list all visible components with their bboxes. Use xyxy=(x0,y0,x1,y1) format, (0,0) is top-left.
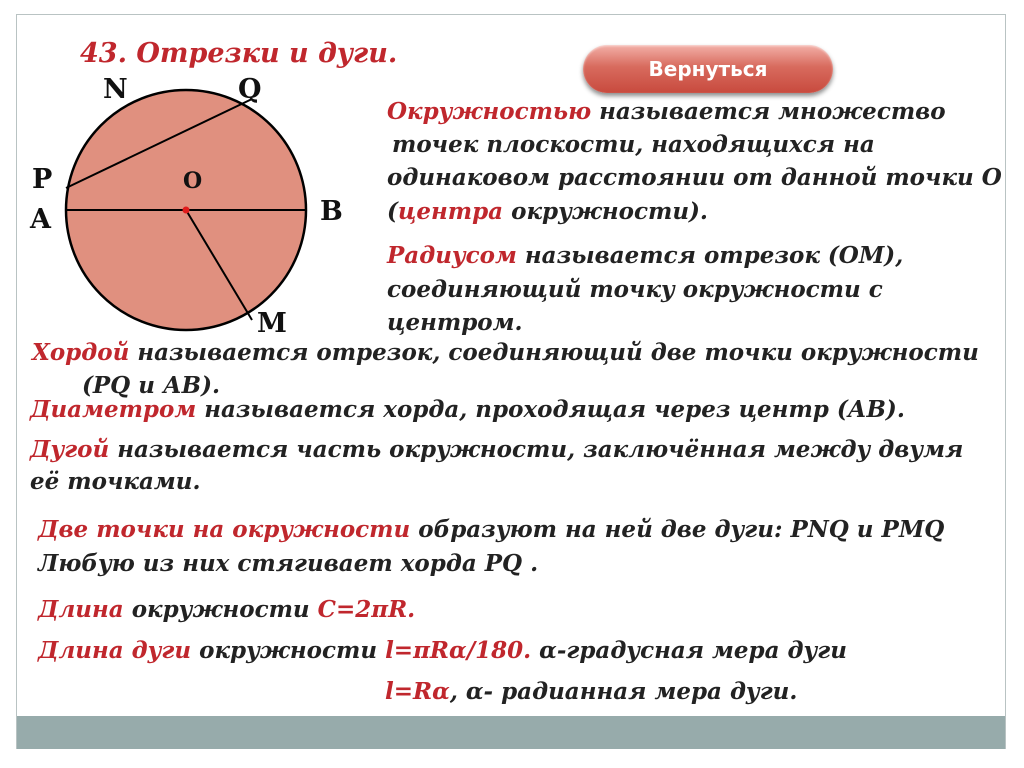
length-text: окружности xyxy=(123,596,318,623)
length-term: Длина xyxy=(38,596,124,623)
chord-def-text1: называется отрезок, соединяющий две точки окружности xyxy=(129,339,979,366)
arc-length-formula xyxy=(38,637,847,664)
circle-def-line1 xyxy=(387,98,946,125)
center-point xyxy=(183,207,190,214)
circle-def-line2: точек плоскости, находящихся на xyxy=(392,131,875,158)
arc-length-text: окружности xyxy=(191,637,386,664)
label-n: N xyxy=(103,74,128,105)
circle-def-line4 xyxy=(387,198,708,225)
diameter-term: Диаметром xyxy=(30,396,197,423)
diameter-def-text: называется хорда, проходящая через центр (АВ). xyxy=(196,396,905,423)
back-button[interactable]: Вернуться xyxy=(583,45,833,93)
slide-title: 43. Отрезки и дуги. xyxy=(80,38,398,69)
chord-term: Хордой xyxy=(32,339,130,366)
two-points-line2: Любую из них стягивает хорда PQ . xyxy=(38,550,539,577)
radius-def-line3: центром. xyxy=(387,309,523,336)
radius-def-line1 xyxy=(387,242,903,269)
arc-length-note-deg: α-градусная мера дуги xyxy=(531,637,847,664)
arc-def-text1: называется часть окружности, заключённая между двумя xyxy=(109,436,964,463)
two-points-line1 xyxy=(38,516,944,543)
arc-length-formula-deg: l=πRα/180. xyxy=(385,637,532,664)
label-p: P xyxy=(32,164,53,195)
two-points-text1: образуют на ней две дуги: PNQ и PMQ xyxy=(410,516,945,543)
arc-def-line2: её точками. xyxy=(30,468,201,495)
circle-term: Окружностью xyxy=(387,98,592,125)
circle-def-text1: называется множество xyxy=(591,98,946,125)
arc-length-formula-rad: l=Rα xyxy=(385,678,450,705)
label-b: B xyxy=(320,196,343,227)
circumference-formula xyxy=(38,596,415,623)
label-a: A xyxy=(30,204,51,235)
arc-def-line1 xyxy=(30,436,963,463)
label-q: Q xyxy=(238,74,262,105)
radius-def-text1: называется отрезок (ОМ), xyxy=(516,242,904,269)
radius-def-line2: соединяющий точку окружности с xyxy=(387,276,883,303)
two-points-term: Две точки на окружности xyxy=(38,516,411,543)
arc-length-note-rad: , α- радианная мера дуги. xyxy=(449,678,798,705)
arc-length-term: Длина дуги xyxy=(38,637,192,664)
length-formula: С=2πR. xyxy=(317,596,416,623)
chord-def-line2: (PQ и АВ). xyxy=(82,372,221,399)
label-o: O xyxy=(183,168,203,194)
radius-term: Радиусом xyxy=(387,242,517,269)
circle-def-line3: одинаковом расстоянии от данной точки О xyxy=(387,164,1002,191)
arc-length-radian xyxy=(385,678,797,705)
arc-term: Дугой xyxy=(30,436,110,463)
center-term: центра xyxy=(397,198,504,225)
circle-def-end: окружности). xyxy=(503,198,708,225)
circle-def-paren: ( xyxy=(387,198,398,225)
diameter-def xyxy=(30,396,905,423)
label-m: M xyxy=(257,308,287,339)
chord-def-line1 xyxy=(32,339,979,366)
